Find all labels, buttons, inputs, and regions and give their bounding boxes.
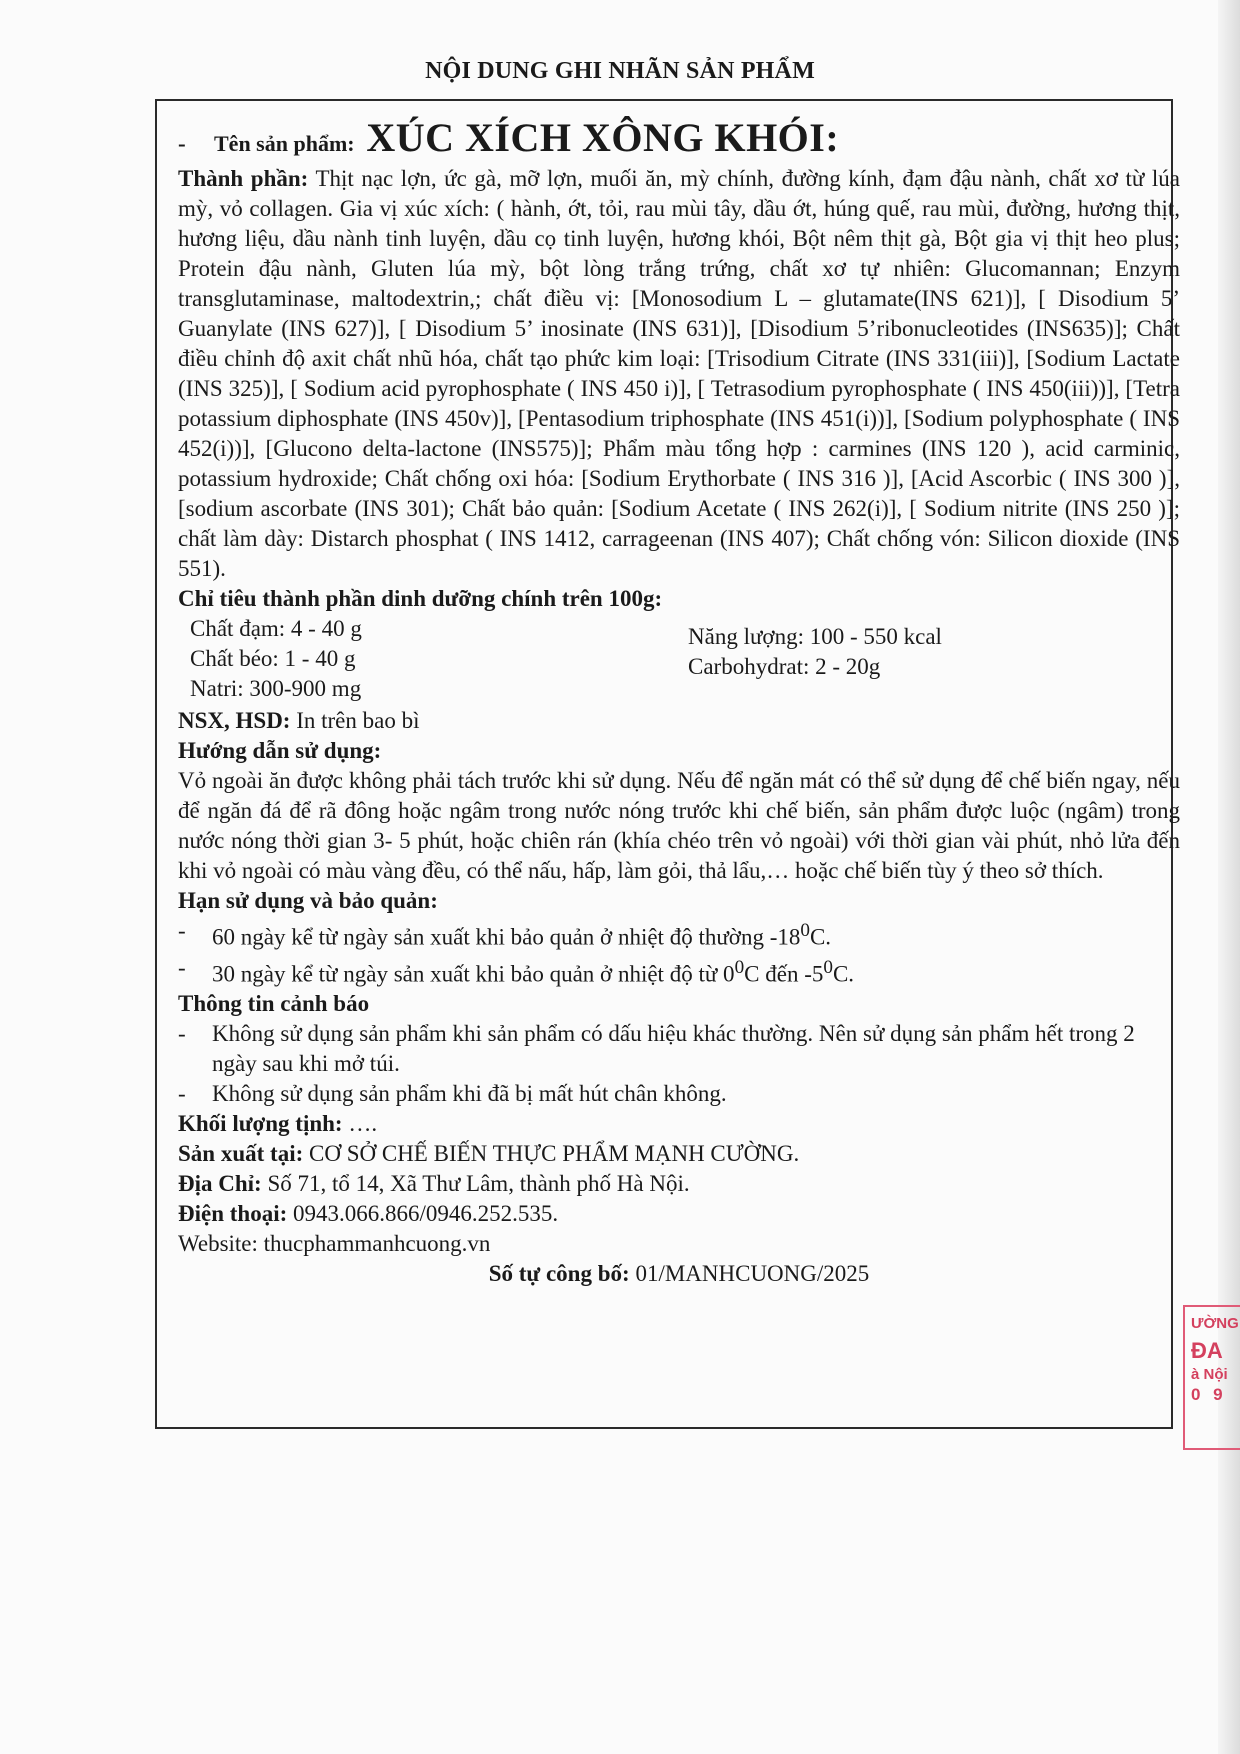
label-content	[178, 112, 1180, 1289]
storage-text-part: C.	[809, 924, 832, 950]
manufacturer-value: CƠ SỞ CHẾ BIẾN THỰC PHẨM MẠNH CƯỜNG.	[309, 1141, 800, 1167]
degree-superscript: 0	[823, 956, 833, 978]
nutrition-left-column	[190, 614, 362, 704]
warning-item-text: Không sử dụng sản phẩm khi sản phẩm có dấu hiệu khác thường. Nên sử dụng sản phẩm hết trong 2 ngày sau khi mở túi.	[212, 1021, 1135, 1077]
storage-item	[178, 916, 1180, 953]
nutrition-carbohydrate: Carbohydrat: 2 - 20g	[688, 654, 881, 679]
bullet-dash: -	[178, 954, 186, 980]
address-label: Địa Chỉ:	[178, 1171, 262, 1197]
storage-text-part: C.	[832, 961, 855, 987]
warning-item	[178, 1019, 1180, 1079]
bullet-dash: -	[178, 918, 186, 943]
degree-superscript: 0	[800, 920, 810, 941]
bullet-dash: -	[178, 1081, 186, 1107]
ingredients-text: Thịt nạc lợn, ức gà, mỡ lợn, muối ăn, mỳ chính, đường kính, đạm đậu nành, chất xơ từ lúa mỳ, vỏ collagen. Gia vị xúc xích: ( hành, ớt, tỏi, rau mùi tây, dầu ớt, húng quế, rau mùi, đường, hương thịt, hương liệu, dầu nành tinh luyện, dầu cọ tinh luyện, hương khói, Bột nêm thịt gà, Bột gia vị thịt heo plus; Protein đậu nành, Gluten lúa mỳ, bột lòng trắng trứng, chất xơ tự nhiên: Glucomannan; Enzym transglutaminase, maltodextrin,; chất điều vị: [Monosodium L – glutamate(INS 621)], [ Disodium 5’ Guanylate (INS 627)], [ Disodium 5’ inosinate (INS 631)], [Disodium 5’ribonucleotides (INS635)]; Chất điều chỉnh độ axit chất nhũ hóa, chất tạo phức kim loại: [Trisodium Citrate (INS 331(iii)], [Sodium Lactate (INS 325)], [ Sodium acid pyrophosphate ( INS 450 i)], [ Tetrasodium pyrophosphate ( INS 450(iii))], [Tetra potassium diphosphate (INS 450v)], [Pentasodium triphosphate (INS 451(i))], [Sodium polyphosphate ( INS 452(i))], [Glucono delta-lactone (INS575)]; Phẩm màu tổng hợp : carmines (INS 120 ), acid carminic, potassium hydroxide; Chất chống oxi hóa: [Sodium Erythorbate ( INS 316 )], [Acid Ascorbic ( INS 300 )], [sodium ascorbate (INS 301); Chất bảo quản: [Sodium Acetate ( INS 262(i)], [ Sodium nitrite (INS 250 )]; chất làm dày: Distarch phosphat ( INS 1412, carrageenan (INS 407); Chất chống vón: Silicon dioxide (INS 551).	[178, 166, 1180, 581]
declaration-label: Số tự công bố:	[488, 1261, 630, 1287]
warning-item-text: Không sử dụng sản phẩm khi đã bị mất hút chân không.	[212, 1081, 727, 1107]
usage-heading: Hướng dẫn sử dụng:	[178, 738, 382, 763]
nutrition-right-column	[688, 622, 942, 682]
declaration-value: 01/MANHCUONG/2025	[635, 1261, 870, 1287]
website-value: thucphammanhcuong.vn	[263, 1231, 491, 1257]
website-label: Website:	[178, 1231, 258, 1257]
degree-superscript: 0	[734, 956, 745, 978]
manufacturer-label: Sản xuất tại:	[178, 1141, 304, 1167]
address-value: Số 71, tổ 14, Xã Thư Lâm, thành phố Hà Nội.	[267, 1171, 690, 1197]
page-edge-shadow	[1218, 0, 1240, 1754]
storage-heading: Hạn sử dụng và bảo quản:	[178, 888, 438, 913]
usage-text: Vỏ ngoài ăn được không phải tách trước khi sử dụng. Nếu để ngăn mát có thể sử dụng để chế biến ngay, nếu để ngăn đá để rã đông hoặc ngâm trong nước nóng trước khi chế biến, sản phẩm được luộc (ngâm) trong nước nóng thời gian 3- 5 phút, hoặc chiên rán (khía chéo trên vỏ ngoài) với thời gian vài phút, nhỏ lửa đến khi vỏ ngoài có màu vàng đều, có thể nấu, hấp, làm gỏi, thả lẩu,… hoặc chế biến tùy ý theo sở thích.	[178, 768, 1180, 883]
stamp-text: 0 9	[1191, 1385, 1227, 1404]
page-title: NỘI DUNG GHI NHÃN SẢN PHẨM	[425, 58, 815, 84]
dates-value: In trên bao bì	[296, 708, 420, 733]
storage-text-part: 60 ngày kể từ ngày sản xuất khi bảo quản ở nhiệt độ thường -18	[212, 924, 801, 950]
storage-text-part: C đến -5	[744, 961, 824, 987]
warning-heading: Thông tin cảnh báo	[178, 991, 370, 1017]
bullet-dash: -	[178, 1021, 186, 1047]
nutrition-heading: Chỉ tiêu thành phần dinh dưỡng chính trên 100g:	[178, 586, 663, 611]
dates-line	[178, 706, 1180, 736]
phone-label: Điện thoại:	[178, 1201, 288, 1227]
red-stamp-fragment	[1183, 1305, 1240, 1450]
storage-item-text	[212, 953, 1180, 990]
product-name: XÚC XÍCH XÔNG KHÓI:	[366, 115, 840, 160]
address-line	[178, 1169, 1180, 1199]
phone-line	[178, 1199, 1180, 1229]
nutrition-protein: Chất đạm: 4 - 40 g	[190, 616, 362, 641]
nutrition-energy: Năng lượng: 100 - 550 kcal	[688, 624, 942, 649]
storage-item-text	[212, 916, 1180, 953]
nutrition-sodium: Natri: 300-900 mg	[190, 676, 362, 701]
manufacturer-line	[178, 1139, 1180, 1169]
stamp-text: à Nội	[1191, 1366, 1228, 1383]
stamp-text: ƯỜNG	[1191, 1315, 1239, 1332]
net-weight-value: ….	[348, 1111, 378, 1137]
declaration-line	[178, 1259, 1180, 1289]
warning-item	[178, 1079, 1180, 1109]
ingredients-label: Thành phần:	[178, 166, 309, 191]
nutrition-fat: Chất béo: 1 - 40 g	[190, 646, 356, 671]
nutrition-table	[178, 614, 1180, 706]
phone-value: 0943.066.866/0946.252.535.	[293, 1201, 559, 1227]
net-weight-line	[178, 1109, 1180, 1139]
ingredients-section	[178, 164, 1180, 584]
product-name-line	[178, 112, 1180, 164]
stamp-text: ĐA	[1191, 1338, 1223, 1363]
storage-item	[178, 953, 1180, 990]
website-line	[178, 1229, 1180, 1259]
net-weight-label: Khối lượng tịnh:	[178, 1111, 343, 1137]
product-name-label: Tên sản phẩm:	[214, 131, 355, 156]
storage-text-part: 30 ngày kể từ ngày sản xuất khi bảo quản ở nhiệt độ từ 0	[212, 961, 735, 987]
dates-label: NSX, HSD:	[178, 708, 291, 733]
product-dash: -	[178, 131, 186, 156]
